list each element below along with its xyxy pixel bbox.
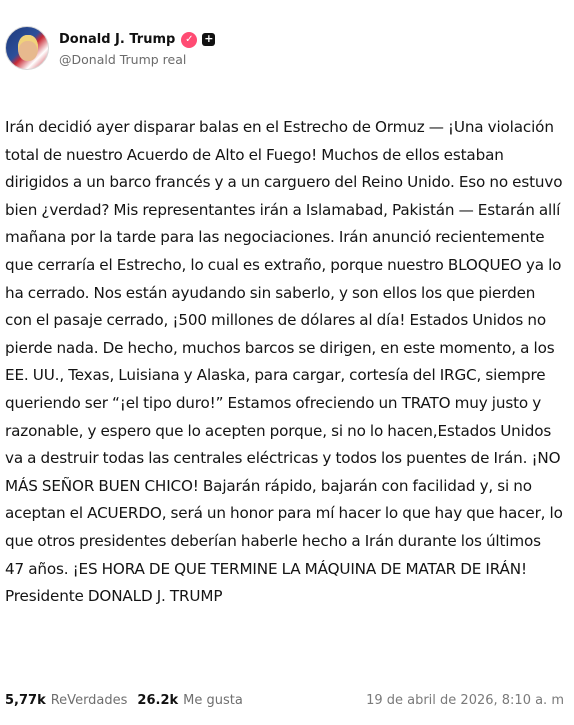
likes-count: 26.2k (137, 693, 179, 708)
reposts-stat[interactable] (5, 693, 127, 708)
post-timestamp[interactable]: 19 de abril de 2026, 8:10 a. m (366, 693, 564, 708)
avatar-portrait (18, 35, 38, 61)
likes-stat[interactable] (137, 693, 242, 708)
post-header (5, 24, 564, 72)
reposts-count: 5,77k (5, 693, 46, 708)
reposts-label: ReVerdades (50, 693, 128, 708)
post-body-text: Irán decidió ayer disparar balas en el Estrecho de Ormuz — ¡Una violación total de nuestro Acuerdo de Alto el Fuego! Muchos de ellos estaban dirigidos a un barco francés y a un carguero del Reino Unido. Eso no estuvo bien ¿verdad? Mis representantes irán a Islamabad, Pakistán — Estarán allí mañana por la tarde para las negociaciones. Irán anunció recientemente que cerraría el Estrecho, lo cual es extraño, porque nuestro BLOQUEO ya lo ha cerrado. Nos están ayudando sin saberlo, y son ellos los que pierden con el pasaje cerrado, ¡500 millones de dólares al día! Estados Unidos no pierde nada. De hecho, muchos barcos se dirigen, en este momento, a los EE. UU., Texas, Luisiana y Alaska, para cargar, cortesía del IRGC, siempre queriendo ser “¡el tipo duro!” Estamos ofreciendo un TRATO muy justo y razonable, y espero que lo acepten porque, si no lo hacen,Estados Unidos va a destruir todas las centrales eléctricas y todos los puentes de Irán. ¡NO MÁS SEÑOR BUEN CHICO! Bajarán rápido, bajarán con facilidad y, si no aceptan el ACUERDO, será un honor para mí hacer lo que hay que hacer, lo que otros presidentes deberían haberle hecho a Irán durante los últimos 47 años. ¡ES HORA DE QUE TERMINE LA MÁQUINA DE MATAR DE IRÁN! Presidente DONALD J. TRUMP (5, 118, 563, 606)
verified-badge-icon: ✓ (181, 32, 197, 48)
post-footer (5, 693, 564, 708)
author-name-row (59, 30, 215, 50)
author-handle[interactable]: @Donald Trump real (59, 51, 187, 67)
follow-plus-icon[interactable]: + (204, 32, 214, 45)
author-display-name[interactable]: Donald J. Trump (59, 32, 176, 47)
likes-label: Me gusta (183, 693, 243, 708)
avatar[interactable] (5, 26, 49, 70)
author-info (59, 30, 215, 67)
